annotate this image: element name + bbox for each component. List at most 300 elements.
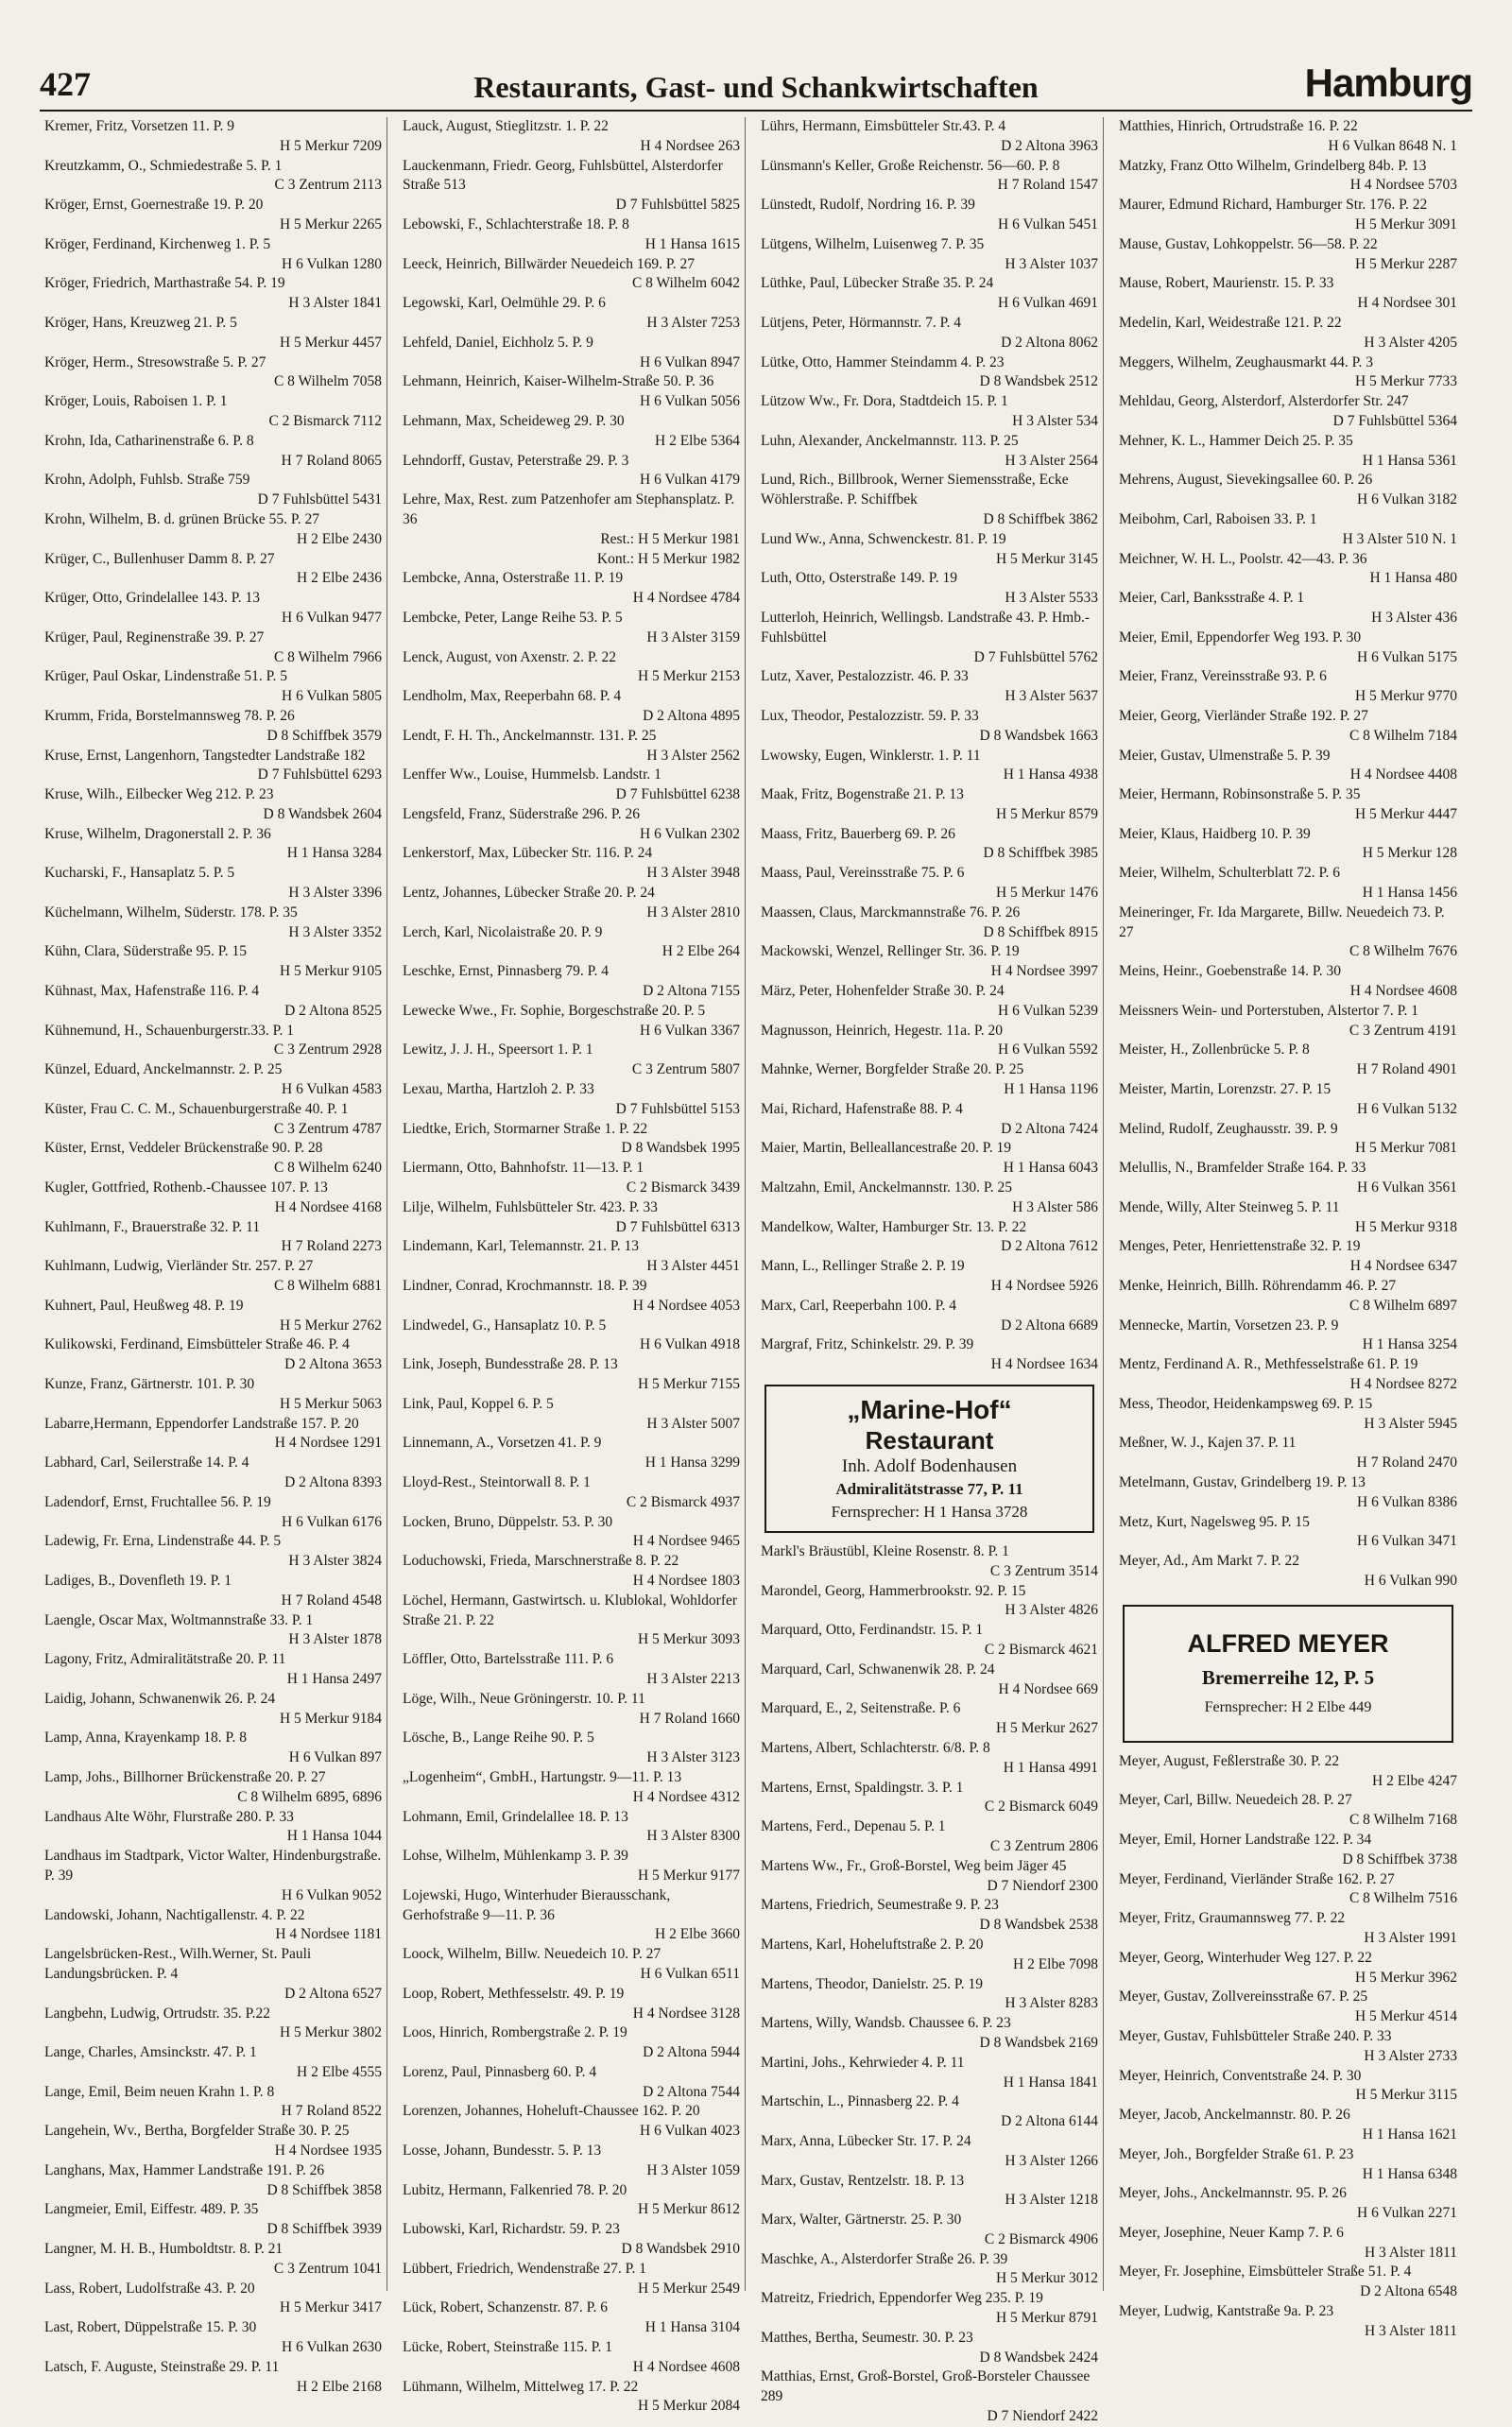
directory-entry <box>44 1060 382 1100</box>
entry-phone: H 4 Nordsee 5703 <box>1349 177 1457 194</box>
entry-phone: H 7 Roland 4901 <box>1356 1061 1457 1078</box>
entry-phone: H 3 Alster 2213 <box>646 1670 740 1687</box>
entry-text: Löffler, Otto, Bartelsstraße 111. P. 6 <box>403 1651 614 1668</box>
entry-phone: D 7 Niendorf 2422 <box>987 2408 1098 2425</box>
entry-phone: H 5 Merkur 3093 <box>637 1631 740 1648</box>
entry-text: Lenffer Ww., Louise, Hummelsb. Landstr. 1 <box>403 766 662 783</box>
directory-entry <box>44 1847 382 1905</box>
entry-phone: D 8 Schiffbek 3985 <box>983 845 1098 862</box>
entry-text: Martini, Johs., Kehrwieder 4. P. 11 <box>761 2054 965 2071</box>
ad-name: „Marine-Hof“ <box>847 1395 1012 1424</box>
entry-text: Meßner, W. J., Kajen 37. P. 11 <box>1119 1435 1297 1452</box>
entry-text: Meyer, Emil, Horner Landstraße 122. P. 34 <box>1119 1831 1372 1848</box>
entry-text: Martschin, L., Pinnasberg 22. P. 4 <box>761 2093 959 2110</box>
entry-text: Latsch, F. Auguste, Steinstraße 29. P. 11 <box>44 2358 280 2375</box>
directory-entry <box>44 550 382 590</box>
entry-text: Lehre, Max, Rest. zum Patzenhofer am Stephansplatz. P. 36 <box>403 491 735 527</box>
entry-text: Metz, Kurt, Nagelsweg 95. P. 15 <box>1119 1513 1310 1530</box>
entry-phone: C 8 Wilhelm 7676 <box>1349 943 1457 960</box>
entry-phone: H 7 Roland 4548 <box>281 1592 382 1609</box>
entry-phone: H 7 Roland 1660 <box>639 1710 740 1727</box>
entry-text: Melullis, N., Bramfelder Straße 164. P. 33 <box>1119 1160 1366 1177</box>
column-1 <box>40 117 387 2395</box>
directory-entry <box>403 1395 740 1435</box>
directory-entry <box>44 2240 382 2280</box>
entry-phone: D 7 Fuhlsbüttel 5431 <box>257 491 382 508</box>
entry-text: Maurer, Edmund Richard, Hamburger Str. 176. P. 22 <box>1119 197 1428 214</box>
entry-text: Lebowski, F., Schlachterstraße 18. P. 8 <box>403 215 629 232</box>
entry-text: Meyer, Ludwig, Kantstraße 9a. P. 23 <box>1119 2303 1334 2320</box>
directory-entry <box>44 314 382 353</box>
directory-entry <box>403 1808 740 1848</box>
directory-entry <box>403 1945 740 1985</box>
entry-text: Langelsbrücken-Rest., Wilh.Werner, St. Pauli Landungsbrücken. P. 4 <box>44 1946 312 1982</box>
entry-phone: H 6 Vulkan 4179 <box>640 472 740 489</box>
directory-entry <box>403 1080 740 1120</box>
entry-text: Lenck, August, von Axenstr. 2. P. 22 <box>403 648 617 665</box>
directory-entry <box>403 2298 740 2338</box>
entry-text: Maschke, A., Alsterdorfer Straße 26. P. 39 <box>761 2250 1008 2267</box>
entry-phone: H 5 Merkur 3012 <box>995 2270 1098 2287</box>
directory-entry <box>44 510 382 550</box>
entry-text: Matthias, Ernst, Groß-Borstel, Groß-Borsteler Chaussee 289 <box>761 2368 1091 2405</box>
entry-text: Meins, Heinr., Goebenstraße 14. P. 30 <box>1119 963 1342 980</box>
entry-text: Meier, Carl, Banksstraße 4. P. 1 <box>1119 590 1305 607</box>
entry-text: Lünstedt, Rudolf, Nordring 16. P. 39 <box>761 197 975 214</box>
entry-text: Lütke, Otto, Hammer Steindamm 4. P. 23 <box>761 353 1005 370</box>
entry-phone: H 2 Elbe 4555 <box>297 2063 382 2080</box>
entry-text: Ladewig, Fr. Erna, Lindenstraße 44. P. 5 <box>44 1533 282 1550</box>
entry-text: Lund, Rich., Billbrook, Werner Siemensstraße, Ecke Wöhlerstraße. P. Schiffbek <box>761 472 1069 508</box>
marine-hof-advertisement <box>765 1385 1094 1533</box>
directory-entry <box>403 805 740 845</box>
entry-text: Lauck, August, Stieglitzstr. 1. P. 22 <box>403 118 609 134</box>
entry-phone: H 3 Alster 436 <box>1371 609 1457 626</box>
entry-text: Krüger, C., Bullenhuser Damm 8. P. 27 <box>44 550 275 567</box>
entry-phone: H 5 Merkur 2549 <box>637 2280 740 2297</box>
entry-text: Krüger, Otto, Grindelallee 143. P. 13 <box>44 590 260 607</box>
entry-text: Kühn, Clara, Süderstraße 95. P. 15 <box>44 943 247 960</box>
directory-entry <box>403 1041 740 1080</box>
entry-text: Last, Robert, Düppelstraße 15. P. 30 <box>44 2319 257 2336</box>
directory-columns <box>40 117 1472 2425</box>
entry-text: Meibohm, Carl, Raboisen 33. P. 1 <box>1119 510 1317 527</box>
directory-entry <box>44 785 382 825</box>
ad-phone: Fernsprecher: H 2 Elbe 449 <box>1204 1698 1372 1715</box>
entry-phone: H 2 Elbe 5364 <box>655 432 740 449</box>
entry-text: Lloyd-Rest., Steintorwall 8. P. 1 <box>403 1473 591 1490</box>
directory-entry <box>403 1513 740 1553</box>
directory-entry <box>761 432 1098 472</box>
entry-phone: H 6 Vulkan 3182 <box>1357 491 1457 508</box>
entry-phone: H 3 Alster 4451 <box>646 1258 740 1275</box>
entry-phone: D 8 Wandsbek 2604 <box>263 805 382 822</box>
entry-phone: H 4 Nordsee 3128 <box>632 2005 740 2022</box>
directory-entry <box>403 372 740 412</box>
entry-text: Küster, Frau C. C. M., Schauenburgerstraße 40. P. 1 <box>44 1100 349 1117</box>
entry-text: Kröger, Ferdinand, Kirchenweg 1. P. 5 <box>44 235 271 252</box>
entry-phone: H 1 Hansa 1621 <box>1362 2126 1457 2143</box>
directory-entry <box>403 1120 740 1160</box>
directory-entry <box>44 942 382 982</box>
entry-text: Lubowski, Karl, Richardstr. 59. P. 23 <box>403 2221 620 2238</box>
entry-text: Martens, Ferd., Depenau 5. P. 1 <box>761 1818 946 1835</box>
entry-text: Lüthke, Paul, Lübecker Straße 35. P. 24 <box>761 275 994 292</box>
directory-entry <box>761 2054 1098 2093</box>
entry-text: Medelin, Karl, Weidestraße 121. P. 22 <box>1119 314 1342 331</box>
entry-text: „Logenheim“, GmbH., Hartungstr. 9—11. P. 13 <box>403 1768 682 1785</box>
directory-entry <box>761 2367 1098 2426</box>
entry-phone: H 6 Vulkan 5805 <box>282 688 382 705</box>
directory-entry <box>761 1661 1098 1700</box>
entry-phone: H 5 Merkur 3417 <box>279 2299 382 2316</box>
directory-entry <box>403 1473 740 1513</box>
entry-text: Locken, Bruno, Düppelstr. 53. P. 30 <box>403 1513 613 1530</box>
entry-text: Löge, Wilh., Neue Gröningerstr. 10. P. 11 <box>403 1690 645 1707</box>
entry-phone: Kont.: H 5 Merkur 1982 <box>596 550 740 567</box>
directory-entry <box>761 942 1098 982</box>
entry-text: Krüger, Paul, Reginenstraße 39. P. 27 <box>44 628 265 645</box>
entry-phone: C 2 Bismarck 4906 <box>984 2230 1098 2247</box>
entry-phone: H 5 Merkur 3962 <box>1354 1969 1457 1986</box>
entry-text: Langehein, Wv., Bertha, Borgfelder Straße 30. P. 25 <box>44 2123 350 2140</box>
entry-phone: H 5 Merkur 7081 <box>1354 1140 1457 1157</box>
directory-entry <box>761 982 1098 1022</box>
entry-phone: D 8 Wandsbek 2169 <box>979 2034 1098 2051</box>
entry-text: Mandelkow, Walter, Hamburger Str. 13. P. 22 <box>761 1218 1027 1235</box>
entry-text: Kugler, Gottfried, Rothenb.-Chaussee 107. P. 13 <box>44 1179 328 1196</box>
entry-phone: H 2 Elbe 264 <box>662 943 740 960</box>
directory-entry <box>44 392 382 432</box>
entry-text: Kruse, Ernst, Langenhorn, Tangstedter Landstraße 182 <box>44 747 366 764</box>
directory-entry <box>403 569 740 609</box>
entry-text: Lagony, Fritz, Admiralitätstraße 20. P. 11 <box>44 1651 286 1668</box>
entry-phone: H 1 Hansa 480 <box>1369 570 1457 587</box>
directory-entry <box>761 1335 1098 1375</box>
directory-entry <box>44 1375 382 1415</box>
entry-phone: D 2 Altona 7612 <box>1001 1238 1098 1255</box>
directory-entry <box>761 530 1098 570</box>
entry-phone: H 4 Nordsee 1803 <box>632 1572 740 1589</box>
directory-entry <box>761 274 1098 314</box>
entry-text: Meier, Klaus, Haidberg 10. P. 39 <box>1119 825 1311 842</box>
entry-text: Kuhnert, Paul, Heußweg 48. P. 19 <box>44 1297 244 1314</box>
directory-entry <box>44 2200 382 2240</box>
directory-entry <box>1119 785 1457 825</box>
entry-text: Lütgens, Wilhelm, Luisenweg 7. P. 35 <box>761 235 985 252</box>
entry-phone: H 4 Nordsee 4608 <box>1349 983 1457 1000</box>
entry-text: Krohn, Ida, Catharinenstraße 6. P. 8 <box>44 432 254 449</box>
entry-phone: H 5 Merkur 4457 <box>279 334 382 351</box>
directory-entry <box>44 904 382 943</box>
entry-text: Kuhlmann, F., Brauerstraße 32. P. 11 <box>44 1218 261 1235</box>
directory-entry <box>761 825 1098 865</box>
page-title: Restaurants, Gast- und Schankwirtschaften <box>473 70 1039 104</box>
directory-entry <box>1119 1434 1457 1473</box>
entry-text: Leeck, Heinrich, Billwärder Neuedeich 169. P. 27 <box>403 255 696 272</box>
entry-text: Kröger, Louis, Raboisen 1. P. 1 <box>44 393 228 410</box>
directory-entry <box>1119 196 1457 235</box>
directory-entry <box>761 609 1098 667</box>
entry-phone: H 4 Nordsee 4168 <box>274 1198 382 1215</box>
directory-entry <box>1119 274 1457 314</box>
entry-phone: H 3 Alster 3123 <box>646 1749 740 1766</box>
entry-text: Mahnke, Werner, Borgfelder Straße 20. P. 25 <box>761 1061 1024 1078</box>
directory-entry <box>403 1355 740 1395</box>
entry-phone: H 3 Alster 5007 <box>646 1415 740 1432</box>
entry-text: Meyer, Josephine, Neuer Kamp 7. P. 6 <box>1119 2224 1344 2241</box>
entry-text: Mentz, Ferdinand A. R., Methfesselstraße 61. P. 19 <box>1119 1356 1418 1373</box>
entry-text: Menke, Heinrich, Billh. Röhrendamm 46. P. 27 <box>1119 1278 1397 1295</box>
directory-entry <box>44 628 382 668</box>
directory-entry <box>1119 962 1457 1002</box>
ad-name: ALFRED MEYER <box>1187 1628 1389 1658</box>
entry-phone: D 2 Altona 7155 <box>643 983 740 1000</box>
entry-text: Mende, Willy, Alter Steinweg 5. P. 11 <box>1119 1198 1340 1215</box>
entry-phone: H 6 Vulkan 5056 <box>640 393 740 410</box>
entry-text: Meier, Wilhelm, Schulterblatt 72. P. 6 <box>1119 865 1340 882</box>
directory-entry <box>761 353 1098 393</box>
directory-entry <box>761 1297 1098 1336</box>
entry-text: Losse, Johann, Bundesstr. 5. P. 13 <box>403 2143 602 2160</box>
entry-text: Link, Joseph, Bundesstraße 28. P. 13 <box>403 1356 618 1373</box>
directory-entry <box>44 196 382 235</box>
entry-text: Lohmann, Emil, Grindelallee 18. P. 13 <box>403 1808 628 1825</box>
directory-entry <box>761 2211 1098 2250</box>
directory-entry <box>44 157 382 197</box>
entry-phone: C 3 Zentrum 2806 <box>989 1837 1098 1854</box>
directory-entry <box>1119 864 1457 904</box>
directory-entry <box>761 471 1098 529</box>
directory-entry <box>44 1022 382 1061</box>
entry-phone: C 8 Wilhelm 7966 <box>273 648 382 665</box>
entry-phone: H 3 Alster 3159 <box>646 628 740 645</box>
entry-phone: H 4 Nordsee 1291 <box>274 1435 382 1452</box>
directory-entry <box>403 648 740 688</box>
entry-phone: H 7 Roland 8522 <box>281 2103 382 2120</box>
entry-phone: H 6 Vulkan 6511 <box>640 1965 740 1982</box>
directory-entry <box>403 1002 740 1041</box>
directory-entry <box>403 923 740 963</box>
directory-entry <box>44 2358 382 2398</box>
entry-text: Lösche, B., Lange Reihe 90. P. 5 <box>403 1730 594 1747</box>
directory-entry <box>44 1335 382 1375</box>
entry-phone: H 3 Alster 510 N. 1 <box>1342 530 1457 547</box>
directory-entry <box>1119 2263 1457 2302</box>
entry-text: Liermann, Otto, Bahnhofstr. 11—13. P. 1 <box>403 1160 644 1177</box>
entry-phone: H 1 Hansa 1044 <box>286 1828 382 1845</box>
directory-entry <box>1119 550 1457 590</box>
entry-text: Meissners Wein- und Porterstuben, Alstertor 7. P. 1 <box>1119 1002 1419 1019</box>
entry-text: Landhaus im Stadtpark, Victor Walter, Hindenburgstraße. P. 39 <box>44 1848 382 1884</box>
entry-phone: H 5 Merkur 3802 <box>279 2024 382 2041</box>
directory-entry <box>44 1415 382 1454</box>
entry-text: Lengsfeld, Franz, Süderstraße 296. P. 26 <box>403 805 640 822</box>
entry-text: Meyer, Ferdinand, Vierländer Straße 162. P. 27 <box>1119 1870 1395 1887</box>
page-header <box>40 60 1472 112</box>
entry-phone: H 3 Alster 1811 <box>1364 2322 1457 2339</box>
entry-phone: D 2 Altona 4895 <box>643 707 740 724</box>
directory-entry <box>1119 707 1457 747</box>
directory-entry <box>44 274 382 314</box>
entry-text: Lamp, Anna, Krayenkamp 18. P. 8 <box>44 1730 247 1747</box>
entry-text: Meineringer, Fr. Ida Margarete, Billw. Neuedeich 73. P. 27 <box>1119 904 1445 940</box>
entry-text: Mess, Theodor, Heidenkampsweg 69. P. 15 <box>1119 1395 1373 1412</box>
entry-text: Lojewski, Hugo, Winterhuder Bierausschank, Gerhofstraße 9—11. P. 36 <box>403 1886 671 1923</box>
entry-text: Krumm, Frida, Borstelmannsweg 78. P. 26 <box>44 707 295 724</box>
entry-text: Kuhlmann, Ludwig, Vierländer Str. 257. P. 27 <box>44 1258 314 1275</box>
entry-phone: D 8 Wandsbek 2424 <box>979 2349 1098 2366</box>
directory-entry <box>403 1277 740 1317</box>
entry-text: Marx, Walter, Gärtnerstr. 25. P. 30 <box>761 2212 962 2229</box>
directory-entry <box>761 1179 1098 1218</box>
entry-phone: H 4 Nordsee 4608 <box>632 2358 740 2375</box>
entry-phone: H 3 Alster 4826 <box>1005 1602 1098 1619</box>
directory-entry <box>44 1454 382 1493</box>
directory-entry <box>1119 1277 1457 1317</box>
entry-phone: H 1 Hansa 4991 <box>1003 1759 1098 1776</box>
entry-phone: C 8 Wilhelm 7058 <box>273 373 382 390</box>
entry-text: Lexau, Martha, Hartzloh 2. P. 33 <box>403 1081 594 1098</box>
directory-entry <box>1119 2067 1457 2107</box>
entry-phone: D 2 Altona 7544 <box>643 2083 740 2100</box>
directory-entry <box>44 1532 382 1572</box>
entry-phone: H 3 Alster 1878 <box>288 1631 382 1648</box>
directory-entry <box>761 1739 1098 1779</box>
directory-entry <box>403 2260 740 2299</box>
entry-text: Maass, Paul, Vereinsstraße 75. P. 6 <box>761 865 965 882</box>
entry-phone: H 5 Merkur 3115 <box>1355 2087 1457 2104</box>
entry-text: Lux, Theodor, Pestalozzistr. 59. P. 33 <box>761 707 979 724</box>
directory-entry <box>44 589 382 628</box>
directory-entry <box>761 392 1098 432</box>
entry-text: Meyer, Joh., Borgfelder Straße 61. P. 23 <box>1119 2145 1354 2162</box>
entry-phone: H 3 Alster 586 <box>1012 1198 1098 1215</box>
entry-phone: H 5 Merkur 8612 <box>637 2201 740 2218</box>
directory-entry <box>403 452 740 491</box>
directory-entry <box>403 687 740 727</box>
directory-entry <box>761 1100 1098 1140</box>
directory-entry <box>761 2250 1098 2290</box>
entry-text: Mause, Robert, Maurienstr. 15. P. 33 <box>1119 275 1334 292</box>
entry-text: Langhans, Max, Hammer Landstraße 191. P. 26 <box>44 2161 325 2178</box>
entry-text: Labarre,Hermann, Eppendorfer Landstraße 157. P. 20 <box>44 1415 359 1432</box>
directory-entry <box>44 1808 382 1848</box>
entry-phone: H 1 Hansa 3284 <box>286 845 382 862</box>
directory-entry <box>1119 1513 1457 1553</box>
directory-entry <box>1119 2302 1457 2342</box>
entry-phone: H 6 Vulkan 9477 <box>282 609 382 626</box>
entry-text: Langner, M. H. B., Humboldtstr. 8. P. 21 <box>44 2241 284 2258</box>
directory-entry <box>44 1945 382 2004</box>
entry-text: Martens, Willy, Wandsb. Chaussee 6. P. 23 <box>761 2015 1011 2032</box>
entry-text: Luhn, Alexander, Anckelmannstr. 113. P. 25 <box>761 432 1019 449</box>
city-title: Hamburg <box>1304 60 1472 105</box>
directory-entry <box>403 550 740 570</box>
entry-text: Kröger, Friedrich, Marthastraße 54. P. 19 <box>44 275 285 292</box>
entry-phone: H 5 Merkur 3145 <box>995 550 1098 567</box>
entry-phone: C 2 Bismarck 3439 <box>626 1179 740 1196</box>
directory-entry <box>761 157 1098 197</box>
entry-text: Lewecke Wwe., Fr. Sophie, Borgeschstraße 20. P. 5 <box>403 1002 706 1019</box>
directory-entry <box>44 1179 382 1218</box>
directory-entry <box>1119 1552 1457 1592</box>
entry-text: Marx, Anna, Lübecker Str. 17. P. 24 <box>761 2132 971 2149</box>
entry-text: Leschke, Ernst, Pinnasberg 79. P. 4 <box>403 963 609 980</box>
directory-entry <box>1119 1949 1457 1988</box>
directory-entry <box>44 2280 382 2319</box>
entry-text: Loock, Wilhelm, Billw. Neuedeich 10. P. 27 <box>403 1946 662 1963</box>
entry-text: Kröger, Ernst, Goernestraße 19. P. 20 <box>44 197 264 214</box>
entry-text: Mause, Gustav, Lohkoppelstr. 56—58. P. 22 <box>1119 235 1378 252</box>
directory-entry <box>403 1198 740 1238</box>
entry-text: Meyer, Johs., Anckelmannstr. 95. P. 26 <box>1119 2185 1347 2202</box>
entry-text: März, Peter, Hohenfelder Straße 30. P. 24 <box>761 983 1005 1000</box>
entry-phone: H 5 Merkur 7733 <box>1354 373 1457 390</box>
ad-owner: Inh. Adolf Bodenhausen <box>841 1456 1018 1476</box>
directory-entry <box>403 491 740 549</box>
directory-entry <box>1119 432 1457 472</box>
entry-phone: H 5 Merkur 2265 <box>279 215 382 232</box>
entry-phone: D 2 Altona 8062 <box>1001 334 1098 351</box>
directory-entry <box>1119 1159 1457 1198</box>
entry-text: Lange, Charles, Amsinckstr. 47. P. 1 <box>44 2044 257 2061</box>
entry-text: Lindner, Conrad, Krochmannstr. 18. P. 39 <box>403 1278 647 1295</box>
entry-text: Lendholm, Max, Reeperbahn 68. P. 4 <box>403 688 622 705</box>
entry-phone: H 3 Alster 2562 <box>646 747 740 764</box>
entry-phone: H 4 Nordsee 301 <box>1357 295 1457 312</box>
entry-text: Mehrens, August, Sievekingsallee 60. P. 26 <box>1119 472 1373 489</box>
directory-entry <box>761 1542 1098 1582</box>
entry-phone: H 2 Elbe 3660 <box>655 1926 740 1943</box>
directory-entry <box>1119 667 1457 707</box>
entry-text: Lorenzen, Johannes, Hoheluft-Chaussee 162. P. 20 <box>403 2103 700 2120</box>
entry-phone: D 2 Altona 6527 <box>284 1985 382 2002</box>
directory-entry <box>44 2318 382 2358</box>
entry-phone: H 6 Vulkan 1280 <box>282 255 382 272</box>
entry-phone: H 1 Hansa 3104 <box>644 2319 740 2336</box>
entry-text: Maltzahn, Emil, Anckelmannstr. 130. P. 25 <box>761 1179 1013 1196</box>
entry-phone: H 1 Hansa 2497 <box>286 1670 382 1687</box>
directory-entry <box>1119 747 1457 786</box>
entry-phone: H 5 Merkur 2084 <box>637 2398 740 2415</box>
entry-text: Markl's Bräustübl, Kleine Rosenstr. 8. P. 1 <box>761 1543 1009 1559</box>
entry-text: Maass, Fritz, Bauerberg 69. P. 26 <box>761 825 955 842</box>
entry-phone: D 2 Altona 6144 <box>1001 2113 1098 2130</box>
entry-phone: H 3 Alster 1841 <box>288 295 382 312</box>
directory-entry <box>44 1572 382 1611</box>
directory-entry <box>44 353 382 393</box>
entry-text: Kulikowski, Ferdinand, Eimsbütteler Straße 46. P. 4 <box>44 1336 350 1353</box>
directory-entry <box>761 235 1098 275</box>
directory-entry <box>1119 235 1457 275</box>
directory-entry <box>1119 1041 1457 1080</box>
entry-phone: H 6 Vulkan 4583 <box>282 1081 382 1098</box>
page-number: 427 <box>40 65 91 103</box>
entry-text: Meyer, Georg, Winterhuder Weg 127. P. 22 <box>1119 1949 1372 1966</box>
directory-entry <box>44 235 382 275</box>
entry-phone: H 3 Alster 1266 <box>1005 2152 1098 2169</box>
entry-text: Lück, Robert, Schanzenstr. 87. P. 6 <box>403 2299 608 2316</box>
entry-text: Marquard, Carl, Schwanenwik 28. P. 24 <box>761 1661 995 1678</box>
directory-entry <box>403 2102 740 2142</box>
entry-text: Lehfeld, Daniel, Eichholz 5. P. 9 <box>403 334 593 351</box>
entry-phone: H 1 Hansa 1196 <box>1004 1081 1098 1098</box>
entry-phone: D 8 Schiffbek 3738 <box>1342 1850 1457 1868</box>
entry-text: Luth, Otto, Osterstraße 149. P. 19 <box>761 570 957 587</box>
entry-phone: C 8 Wilhelm 6881 <box>273 1278 382 1295</box>
entry-phone: H 5 Merkur 7155 <box>637 1376 740 1392</box>
